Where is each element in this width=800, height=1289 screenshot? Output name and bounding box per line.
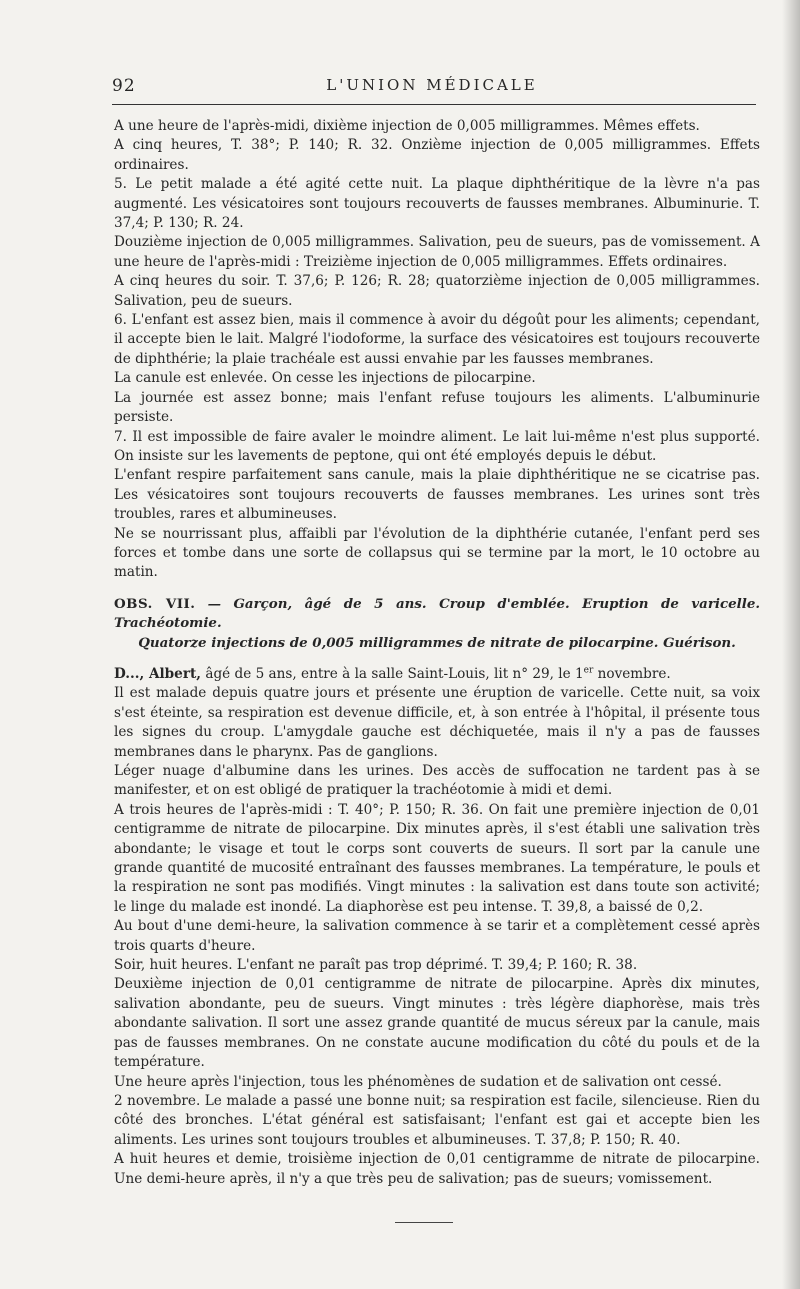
page-header <box>112 76 752 98</box>
paragraph: A cinq heures, T. 38°; P. 140; R. 32. Onzième injection de 0,005 milligrammes. Effets ordinaires. <box>114 137 760 173</box>
patient-intro <box>114 665 760 684</box>
patient-intro-text: âgé de 5 ans, entre à la salle Saint-Louis, lit n° 29, le 1 <box>205 665 584 682</box>
paragraph: Une heure après l'injection, tous les phénomènes de sudation et de salivation ont cessé. <box>114 1073 722 1090</box>
observation-label: OBS. VII. <box>114 595 196 612</box>
patient-intro-end: novembre. <box>593 665 671 682</box>
paragraph: A une heure de l'après-midi, dixième injection de 0,005 milligrammes. Mêmes effets. <box>114 118 700 134</box>
observation-heading <box>114 595 760 653</box>
paragraph: A huit heures et demie, troisième injection de 0,01 centigramme de nitrate de pilocarpine. Une demi-heure après, il n'y a que très peu de salivation; pas de sueurs; vomissement. <box>114 1151 760 1187</box>
body-text <box>114 117 760 1189</box>
paragraph: A trois heures de l'après-midi : T. 40°; P. 150; R. 36. On fait une première injection de 0,01 centigramme de nitrate de pilocarpine. Dix minutes après, il s'est établi une salivation très abondante; le visage et tout le corps sont couverts de sueurs. Il sort par la canule une grande quantité de mucosité entraînant des fausses membranes. La température, le pouls et la respiration ne sont pas modifiés. Vingt minutes : la salivation est dans toute son activité; le linge du malade est inondé. La diaphorèse est peu intense. T. 39,8, a baissé de 0,2. <box>114 801 760 915</box>
paragraph: Deuxième injection de 0,01 centigramme de nitrate de pilocarpine. Après dix minutes, salivation abondante, peu de sueurs. Vingt minutes : très légère diaphorèse, mais très abondante salivation. Il sort une assez grande quantité de mucus séreux par la canule, mais pas de fausses membranes. On ne constate aucune modification du côté du pouls et de la température. <box>114 976 760 1071</box>
paragraph: La journée est assez bonne; mais l'enfant refuse toujours les aliments. L'albuminurie persiste. <box>114 389 760 426</box>
header-rule <box>112 104 756 105</box>
paragraph: 6. L'enfant est assez bien, mais il commence à avoir du dégoût pour les aliments; cependant, il accepte bien le lait. Malgré l'iodoforme, la surface des vésicatoires est toujours recouverte de diphthérie; la plaie trachéale est aussi envahie par les fausses membranes. <box>114 312 760 367</box>
paragraph: Ne se nourrissant plus, affaibli par l'évolution de la diphthérie cutanée, l'enfant perd ses forces et tombe dans une sorte de collapsus qui se termine par la mort, le 10 octobre au matin. <box>114 525 760 581</box>
paragraph: Douzième injection de 0,005 milligrammes. Salivation, peu de sueurs, pas de vomissement. A une heure de l'après-midi : Treizième injection de 0,005 milligrammes. Effets ordinaires. <box>114 234 760 270</box>
observation-title-line2: Quatorze injections de 0,005 milligrammes de nitrate de pilocarpine. Guérison. <box>138 634 736 651</box>
page-number: 92 <box>112 76 136 96</box>
paragraph: 2 novembre. Le malade a passé une bonne nuit; sa respiration est facile, silencieuse. Rien du côté des bronches. L'état général est satisfaisant; l'enfant est gai et accepte bien les aliments. Les urines sont toujours troubles et albumineuses. T. 37,8; P. 150; R. 40. <box>114 1092 760 1148</box>
paragraph: Soir, huit heures. L'enfant ne paraît pas trop déprimé. T. 39,4; P. 160; R. 38. <box>114 957 638 974</box>
paragraph: Au bout d'une demi-heure, la salivation commence à se tarir et a complètement cessé après trois quarts d'heure. <box>114 918 760 954</box>
footer-rule <box>395 1222 453 1223</box>
paragraph: La canule est enlevée. On cesse les injections de pilocarpine. <box>114 370 536 387</box>
ordinal-superscript: er <box>583 665 594 676</box>
paragraph: L'enfant respire parfaitement sans canule, mais la plaie diphthéritique ne se cicatrise pas. Les vésicatoires sont toujours recouverts de fausses membranes. Les urines sont très troubles, rares et albumineuses. <box>114 467 760 523</box>
patient-name: D..., Albert, <box>114 665 202 682</box>
paragraph: 7. Il est impossible de faire avaler le moindre aliment. Le lait lui-même n'est plus supporté. On insiste sur les lavements de peptone, qui ont été employés depuis le début. <box>114 428 760 464</box>
paragraph: A cinq heures du soir. T. 37,6; P. 126; R. 28; quatorzième injection de 0,005 milligrammes. Salivation, peu de sueurs. <box>114 273 760 309</box>
paragraph: Léger nuage d'albumine dans les urines. Des accès de suffocation ne tardent pas à se manifester, et on est obligé de pratiquer la trachéotomie à midi et demi. <box>114 763 760 799</box>
running-head: L'UNION MÉDICALE <box>326 76 538 94</box>
paragraph: 5. Le petit malade a été agité cette nuit. La plaque diphthéritique de la lèvre n'a pas augmenté. Les vésicatoires sont toujours recouverts de fausses membranes. Albuminurie. T. 37,4; P. 130; R. 24. <box>114 176 760 232</box>
paragraph: Il est malade depuis quatre jours et présente une éruption de varicelle. Cette nuit, sa voix s'est éteinte, sa respiration est devenue difficile, et, à son entrée à l'hôpital, il présente tous les signes du croup. L'amygdale gauche est déchiquetée, mais il n'y a pas de fausses membranes dans le pharynx. Pas de ganglions. <box>114 685 760 760</box>
observation-title-line1: — Garçon, âgé de 5 ans. Croup d'emblée. Eruption de varicelle. Trachéotomie. <box>114 595 761 632</box>
